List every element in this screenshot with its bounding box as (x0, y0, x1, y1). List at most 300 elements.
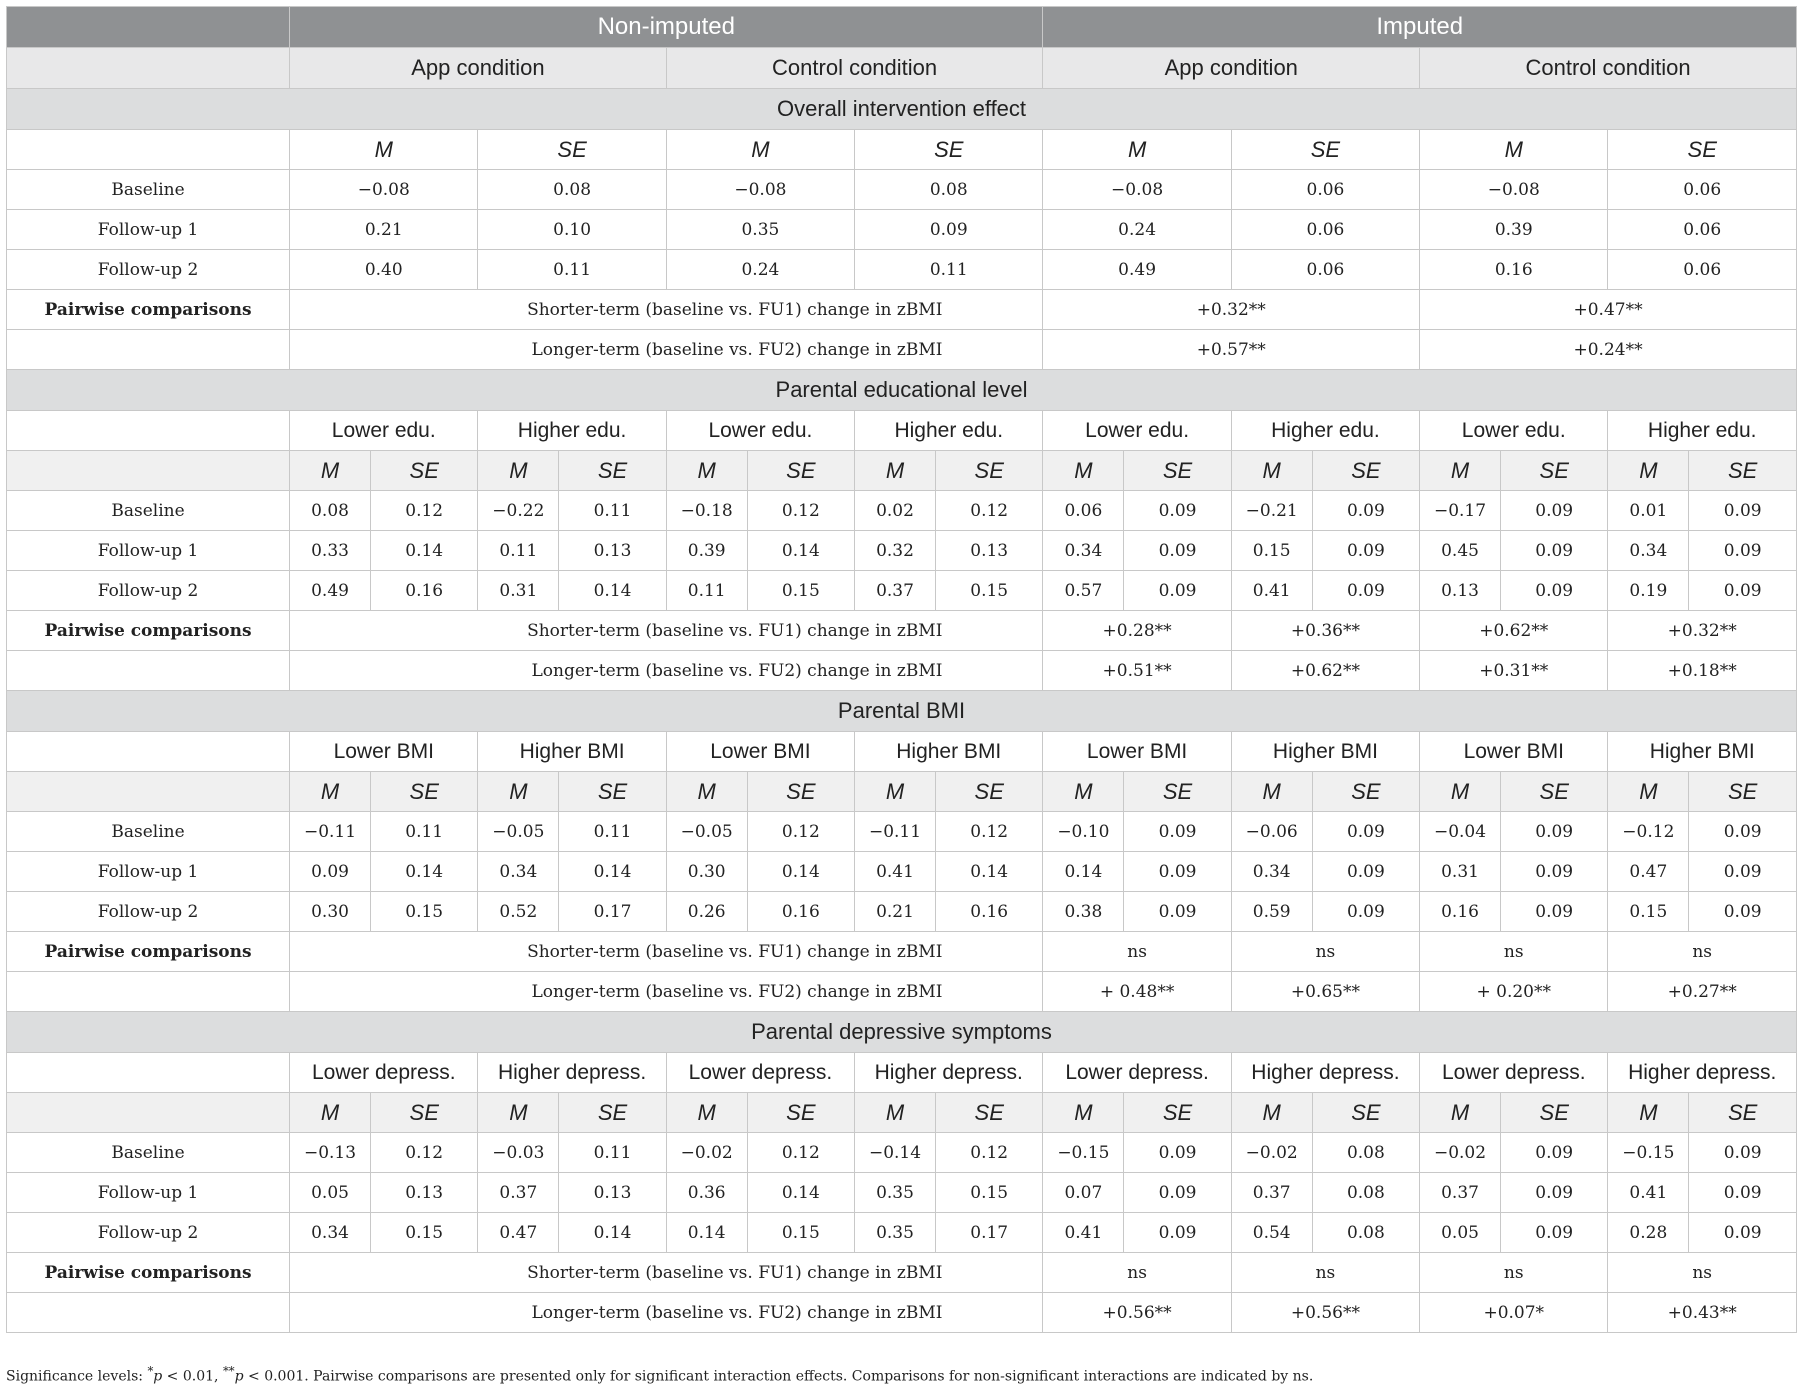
stat-header-corner (7, 772, 290, 812)
mean-header: M (290, 130, 478, 170)
table-row (7, 170, 1797, 210)
table-cell: −0.11 (290, 812, 371, 852)
pairwise-value: ns (1043, 932, 1231, 972)
table-cell: 0.30 (666, 852, 747, 892)
table-cell: 0.10 (478, 210, 666, 250)
subgroup-header: Higher depress. (478, 1053, 666, 1093)
table-cell: 0.33 (290, 531, 371, 571)
mean-header: M (855, 451, 936, 491)
table-cell: 0.15 (935, 1173, 1042, 1213)
table-cell: 0.09 (855, 210, 1043, 250)
row-label: Follow-up 1 (7, 210, 290, 250)
table-cell: 0.15 (747, 571, 854, 611)
table-cell: 0.09 (1500, 531, 1607, 571)
table-row (7, 1213, 1797, 1253)
subgroup-header: Lower BMI (1420, 732, 1608, 772)
pairwise-label: Pairwise comparisons (7, 1253, 290, 1293)
table-cell: −0.18 (666, 491, 747, 531)
table-cell: 0.52 (478, 892, 559, 932)
pairwise-value: +0.32** (1043, 290, 1420, 330)
table-cell: −0.21 (1231, 491, 1312, 531)
mean-header: M (1420, 451, 1501, 491)
pairwise-value: +0.32** (1608, 611, 1797, 651)
footnote-sig2-p: p (234, 1368, 244, 1385)
table-cell: 0.14 (559, 1213, 666, 1253)
table-cell: 0.11 (559, 1133, 666, 1173)
table-cell: 0.09 (1124, 571, 1231, 611)
stat-header-row (7, 772, 1797, 812)
table-cell: −0.02 (1231, 1133, 1312, 1173)
table-cell: 0.21 (290, 210, 478, 250)
pairwise-shorter-row (7, 611, 1797, 651)
se-header: SE (1312, 772, 1419, 812)
table-cell: 0.08 (290, 491, 371, 531)
row-label: Baseline (7, 1133, 290, 1173)
se-header: SE (855, 130, 1043, 170)
table-cell: 0.40 (290, 250, 478, 290)
table-cell: 0.09 (1689, 1173, 1797, 1213)
table-cell: −0.08 (666, 170, 854, 210)
table-cell: 0.54 (1231, 1213, 1312, 1253)
mean-header: M (855, 1093, 936, 1133)
stat-header-corner (7, 1093, 290, 1133)
table-cell: 0.36 (666, 1173, 747, 1213)
pairwise-longer-row (7, 972, 1797, 1012)
table-cell: −0.04 (1420, 812, 1501, 852)
table-cell: −0.15 (1608, 1133, 1689, 1173)
pairwise-value: +0.62** (1420, 611, 1608, 651)
table-cell: 0.09 (1500, 892, 1607, 932)
subgroup-header: Higher BMI (478, 732, 666, 772)
stat-header-row (7, 1093, 1797, 1133)
pairwise-value: +0.65** (1231, 972, 1419, 1012)
section-title: Parental depressive symptoms (7, 1012, 1797, 1053)
pairwise-value: +0.51** (1043, 651, 1231, 691)
se-header: SE (747, 1093, 854, 1133)
footnote-sig1-star: * (147, 1364, 154, 1378)
table-cell: 0.11 (559, 812, 666, 852)
table-cell: 0.16 (747, 892, 854, 932)
table-cell: 0.59 (1231, 892, 1312, 932)
mean-header: M (1043, 1093, 1124, 1133)
table-cell: −0.12 (1608, 812, 1689, 852)
pairwise-value: +0.56** (1043, 1293, 1231, 1333)
pairwise-longer-desc: Longer-term (baseline vs. FU2) change in zBMI (290, 972, 1043, 1012)
table-cell: 0.08 (1312, 1213, 1419, 1253)
table-cell: 0.14 (559, 852, 666, 892)
table-row (7, 210, 1797, 250)
subgroup-header: Lower depress. (1420, 1053, 1608, 1093)
subgroup-header: Higher BMI (1231, 732, 1419, 772)
se-header: SE (1689, 772, 1797, 812)
table-cell: 0.09 (1312, 892, 1419, 932)
subgroup-corner (7, 1053, 290, 1093)
table-row (7, 812, 1797, 852)
mean-header: M (290, 772, 371, 812)
mean-header: M (666, 451, 747, 491)
section-title-row (7, 1012, 1797, 1053)
table-cell: 0.09 (1500, 491, 1607, 531)
table-cell: 0.45 (1420, 531, 1501, 571)
table-cell: 0.02 (855, 491, 936, 531)
table-cell: 0.06 (1231, 250, 1419, 290)
se-header: SE (747, 772, 854, 812)
mean-header: M (1231, 451, 1312, 491)
subgroup-header: Higher depress. (1608, 1053, 1797, 1093)
table-cell: 0.15 (1608, 892, 1689, 932)
table-cell: 0.35 (666, 210, 854, 250)
subgroup-header: Lower depress. (290, 1053, 478, 1093)
se-header: SE (370, 1093, 477, 1133)
table-cell: 0.37 (1420, 1173, 1501, 1213)
table-row (7, 531, 1797, 571)
section-title: Parental educational level (7, 370, 1797, 411)
pairwise-value: ns (1608, 932, 1797, 972)
pairwise-longer-desc: Longer-term (baseline vs. FU2) change in zBMI (290, 330, 1043, 370)
row-label: Follow-up 2 (7, 1213, 290, 1253)
table-cell: 0.09 (1689, 531, 1797, 571)
table-cell: −0.05 (666, 812, 747, 852)
table-cell: 0.17 (559, 892, 666, 932)
table-cell: 0.37 (855, 571, 936, 611)
pairwise-value: ns (1608, 1253, 1797, 1293)
table-cell: 0.41 (1231, 571, 1312, 611)
pairwise-label-empty (7, 651, 290, 691)
table-cell: 0.11 (478, 250, 666, 290)
pairwise-value: +0.43** (1608, 1293, 1797, 1333)
table-cell: 0.11 (559, 491, 666, 531)
mean-header: M (478, 1093, 559, 1133)
table-cell: −0.02 (666, 1133, 747, 1173)
table-cell: 0.41 (855, 852, 936, 892)
table-row (7, 491, 1797, 531)
table-cell: 0.34 (478, 852, 559, 892)
se-header: SE (559, 772, 666, 812)
table-row (7, 892, 1797, 932)
table-cell: 0.11 (666, 571, 747, 611)
condition-header: App condition (290, 48, 667, 89)
table-cell: 0.09 (1500, 1133, 1607, 1173)
footnote-prefix: Significance levels: (6, 1368, 148, 1385)
pairwise-label-empty (7, 1293, 290, 1333)
pairwise-value: ns (1231, 1253, 1419, 1293)
mean-header: M (1043, 451, 1124, 491)
mean-header: M (290, 451, 371, 491)
table-cell: 0.13 (935, 531, 1042, 571)
table-cell: 0.24 (666, 250, 854, 290)
table-cell: 0.15 (370, 892, 477, 932)
pairwise-label: Pairwise comparisons (7, 290, 290, 330)
subgroup-corner (7, 411, 290, 451)
table-cell: 0.09 (1124, 491, 1231, 531)
pairwise-value: ns (1231, 932, 1419, 972)
table-cell: 0.09 (1312, 812, 1419, 852)
se-header: SE (1312, 1093, 1419, 1133)
table-cell: 0.49 (290, 571, 371, 611)
row-label: Baseline (7, 491, 290, 531)
pairwise-value: +0.28** (1043, 611, 1231, 651)
subgroup-header: Lower depress. (666, 1053, 854, 1093)
table-cell: 0.09 (1689, 852, 1797, 892)
pairwise-label: Pairwise comparisons (7, 932, 290, 972)
table-cell: 0.16 (1420, 250, 1608, 290)
subgroup-header-row (7, 732, 1797, 772)
se-header: SE (1124, 772, 1231, 812)
table-cell: 0.21 (855, 892, 936, 932)
se-header: SE (1124, 1093, 1231, 1133)
subgroup-header: Higher depress. (855, 1053, 1043, 1093)
subgroup-header-row (7, 411, 1797, 451)
se-header: SE (1500, 772, 1607, 812)
mean-header: M (855, 772, 936, 812)
table-cell: 0.09 (1500, 571, 1607, 611)
subgroup-header: Lower edu. (290, 411, 478, 451)
subgroup-header: Lower depress. (1043, 1053, 1231, 1093)
subgroup-header: Higher BMI (1608, 732, 1797, 772)
table-cell: 0.06 (1043, 491, 1124, 531)
se-header: SE (1689, 1093, 1797, 1133)
table-cell: 0.01 (1608, 491, 1689, 531)
table-cell: 0.41 (1043, 1213, 1124, 1253)
table-cell: 0.11 (478, 531, 559, 571)
table-cell: 0.16 (370, 571, 477, 611)
table-cell: 0.07 (1043, 1173, 1124, 1213)
table-cell: 0.28 (1608, 1213, 1689, 1253)
table-cell: −0.10 (1043, 812, 1124, 852)
table-cell: 0.57 (1043, 571, 1124, 611)
table-cell: 0.35 (855, 1213, 936, 1253)
table-cell: 0.39 (1420, 210, 1608, 250)
table-cell: 0.09 (1689, 571, 1797, 611)
group-header-row (7, 7, 1797, 48)
se-header: SE (1312, 451, 1419, 491)
subgroup-header: Lower edu. (666, 411, 854, 451)
table-cell: 0.13 (559, 1173, 666, 1213)
table-cell: 0.09 (1500, 1173, 1607, 1213)
table-cell: 0.09 (1312, 571, 1419, 611)
subgroup-header: Lower BMI (290, 732, 478, 772)
table-cell: 0.09 (290, 852, 371, 892)
mean-header: M (1231, 772, 1312, 812)
table-cell: 0.14 (666, 1213, 747, 1253)
se-header: SE (370, 772, 477, 812)
table-row (7, 852, 1797, 892)
pairwise-value: + 0.48** (1043, 972, 1231, 1012)
table-cell: 0.38 (1043, 892, 1124, 932)
table-cell: −0.05 (478, 812, 559, 852)
table-cell: 0.09 (1312, 852, 1419, 892)
mean-header: M (478, 772, 559, 812)
table-cell: 0.47 (478, 1213, 559, 1253)
pairwise-value: +0.36** (1231, 611, 1419, 651)
table-row (7, 1133, 1797, 1173)
table-cell: 0.12 (747, 812, 854, 852)
pairwise-shorter-desc: Shorter-term (baseline vs. FU1) change in zBMI (290, 611, 1043, 651)
mean-header: M (1608, 772, 1689, 812)
se-header: SE (935, 772, 1042, 812)
table-cell: −0.13 (290, 1133, 371, 1173)
pairwise-value: +0.57** (1043, 330, 1420, 370)
se-header: SE (747, 451, 854, 491)
table-cell: 0.09 (1124, 812, 1231, 852)
pairwise-longer-desc: Longer-term (baseline vs. FU2) change in zBMI (290, 651, 1043, 691)
subgroup-header: Lower edu. (1420, 411, 1608, 451)
section-title: Overall intervention effect (7, 89, 1797, 130)
pairwise-value: +0.24** (1420, 330, 1797, 370)
table-row (7, 250, 1797, 290)
table-cell: 0.14 (370, 531, 477, 571)
table-cell: 0.34 (1608, 531, 1689, 571)
table-cell: 0.13 (559, 531, 666, 571)
pairwise-longer-row (7, 651, 1797, 691)
mean-header: M (666, 1093, 747, 1133)
se-header: SE (559, 451, 666, 491)
table-cell: 0.34 (290, 1213, 371, 1253)
se-header: SE (1500, 451, 1607, 491)
results-table (6, 6, 1797, 1333)
subgroup-header: Higher BMI (855, 732, 1043, 772)
subgroup-header-row (7, 1053, 1797, 1093)
row-label: Follow-up 1 (7, 1173, 290, 1213)
table-cell: 0.06 (1608, 250, 1797, 290)
table-cell: −0.22 (478, 491, 559, 531)
row-label: Follow-up 1 (7, 531, 290, 571)
subgroup-header: Higher edu. (1608, 411, 1797, 451)
mean-header: M (478, 451, 559, 491)
pairwise-shorter-desc: Shorter-term (baseline vs. FU1) change in zBMI (290, 932, 1043, 972)
table-cell: 0.08 (1312, 1133, 1419, 1173)
table-cell: 0.16 (1420, 892, 1501, 932)
table-cell: 0.14 (747, 531, 854, 571)
mean-header: M (1420, 130, 1608, 170)
table-cell: −0.02 (1420, 1133, 1501, 1173)
table-cell: 0.08 (1312, 1173, 1419, 1213)
mean-header: M (1043, 772, 1124, 812)
table-cell: 0.09 (1312, 531, 1419, 571)
footnote-sig1-p: p (153, 1368, 163, 1385)
stat-header-corner (7, 451, 290, 491)
se-header: SE (1500, 1093, 1607, 1133)
table-cell: 0.15 (935, 571, 1042, 611)
stat-header-row (7, 451, 1797, 491)
table-cell: 0.06 (1231, 210, 1419, 250)
row-label: Follow-up 2 (7, 892, 290, 932)
table-cell: 0.49 (1043, 250, 1231, 290)
table-cell: −0.08 (1043, 170, 1231, 210)
table-cell: 0.09 (1124, 531, 1231, 571)
row-label: Follow-up 1 (7, 852, 290, 892)
table-cell: 0.35 (855, 1173, 936, 1213)
table-cell: −0.15 (1043, 1133, 1124, 1173)
table-cell: 0.30 (290, 892, 371, 932)
table-cell: 0.37 (478, 1173, 559, 1213)
pairwise-longer-row (7, 1293, 1797, 1333)
table-cell: 0.15 (747, 1213, 854, 1253)
subgroup-header: Higher edu. (1231, 411, 1419, 451)
pairwise-shorter-row (7, 1253, 1797, 1293)
table-cell: 0.12 (935, 812, 1042, 852)
table-row (7, 571, 1797, 611)
table-cell: 0.09 (1124, 892, 1231, 932)
se-header: SE (559, 1093, 666, 1133)
se-header: SE (478, 130, 666, 170)
table-cell: 0.41 (1608, 1173, 1689, 1213)
table-cell: 0.09 (1689, 1133, 1797, 1173)
mean-header: M (290, 1093, 371, 1133)
table-cell: 0.37 (1231, 1173, 1312, 1213)
footnote-sig2-star: ** (222, 1364, 235, 1378)
condition-header: Control condition (666, 48, 1043, 89)
table-cell: 0.19 (1608, 571, 1689, 611)
se-header: SE (1689, 451, 1797, 491)
table-cell: −0.14 (855, 1133, 936, 1173)
table-cell: 0.12 (747, 491, 854, 531)
pairwise-value: +0.18** (1608, 651, 1797, 691)
se-header: SE (935, 451, 1042, 491)
subgroup-header: Lower edu. (1043, 411, 1231, 451)
table-cell: 0.14 (559, 571, 666, 611)
table-cell: 0.32 (855, 531, 936, 571)
row-label: Follow-up 2 (7, 250, 290, 290)
table-footnote (6, 1364, 1313, 1385)
table-cell: 0.09 (1124, 1173, 1231, 1213)
mean-header: M (1231, 1093, 1312, 1133)
section-title: Parental BMI (7, 691, 1797, 732)
pairwise-label: Pairwise comparisons (7, 611, 290, 651)
footnote-sig2-rest: < 0.001. Pairwise comparisons are presented only for significant interaction effects. Comparisons for non-significant interactions are indicated by ns. (243, 1368, 1314, 1385)
condition-header-row (7, 48, 1797, 89)
pairwise-value: +0.62** (1231, 651, 1419, 691)
pairwise-value: + 0.20** (1420, 972, 1608, 1012)
table-cell: 0.15 (1231, 531, 1312, 571)
mean-header: M (1420, 772, 1501, 812)
mean-header: M (1608, 1093, 1689, 1133)
table-row (7, 1173, 1797, 1213)
table-cell: 0.12 (370, 1133, 477, 1173)
group-header-imputed: Imputed (1043, 7, 1797, 48)
table-cell: 0.09 (1689, 892, 1797, 932)
table-cell: 0.17 (935, 1213, 1042, 1253)
table-cell: 0.06 (1231, 170, 1419, 210)
pairwise-value: +0.56** (1231, 1293, 1419, 1333)
table-cell: 0.14 (1043, 852, 1124, 892)
corner-cell-2 (7, 48, 290, 89)
group-header-nonimputed: Non-imputed (290, 7, 1043, 48)
table-cell: 0.09 (1689, 1213, 1797, 1253)
se-header: SE (935, 1093, 1042, 1133)
row-label: Follow-up 2 (7, 571, 290, 611)
table-cell: 0.09 (1124, 852, 1231, 892)
table-cell: 0.09 (1689, 491, 1797, 531)
pairwise-label-empty (7, 972, 290, 1012)
table-cell: 0.15 (370, 1213, 477, 1253)
table-cell: 0.24 (1043, 210, 1231, 250)
table-cell: 0.31 (478, 571, 559, 611)
table-cell: 0.13 (1420, 571, 1501, 611)
section-title-row (7, 691, 1797, 732)
subgroup-header: Higher depress. (1231, 1053, 1419, 1093)
pairwise-shorter-desc: Shorter-term (baseline vs. FU1) change in zBMI (290, 1253, 1043, 1293)
table-cell: 0.09 (1500, 812, 1607, 852)
mean-header: M (666, 772, 747, 812)
condition-header: App condition (1043, 48, 1420, 89)
table-cell: −0.17 (1420, 491, 1501, 531)
table-cell: 0.31 (1420, 852, 1501, 892)
table-cell: 0.14 (747, 1173, 854, 1213)
table-cell: 0.05 (290, 1173, 371, 1213)
pairwise-shorter-desc: Shorter-term (baseline vs. FU1) change in zBMI (290, 290, 1043, 330)
table-cell: −0.08 (1420, 170, 1608, 210)
